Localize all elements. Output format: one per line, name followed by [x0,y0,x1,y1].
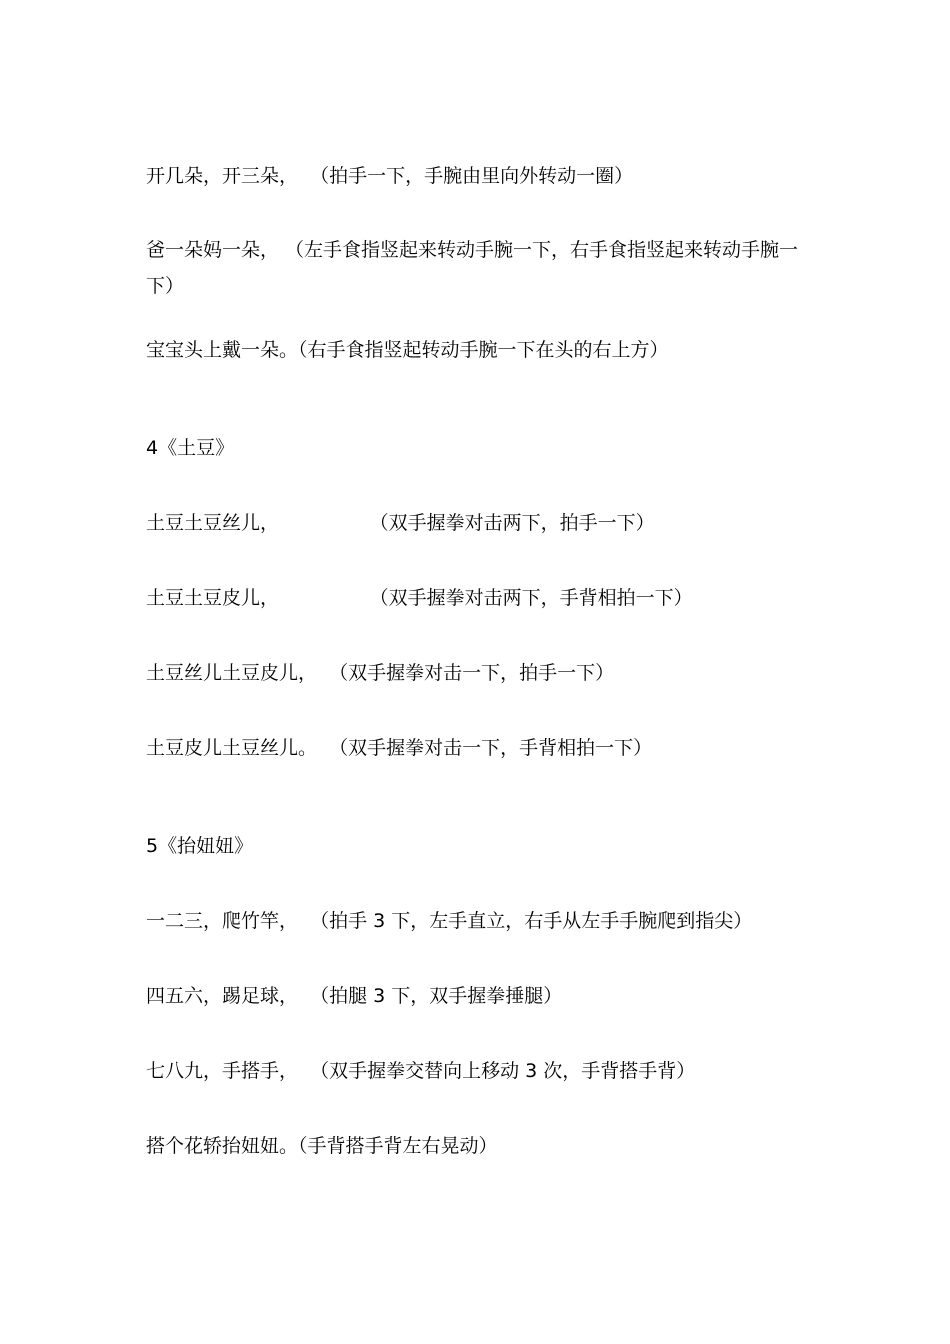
text-line-10: 七八九，手搭手， （双手握拳交替向上移动 3 次，手背搭手背） [146,1060,696,1082]
text-line-8: 一二三，爬竹竿， （拍手 3 下，左手直立，右手从左手手腕爬到指尖） [146,910,753,932]
text-line-5: 土豆土豆皮儿， （双手握拳对击两下，手背相拍一下） [146,587,693,609]
text-line-1: 开几朵，开三朵， （拍手一下，手腕由里向外转动一圈） [146,165,634,187]
section-heading-tainiuniu: 5《抬妞妞》 [146,835,254,857]
text-line-7: 土豆皮儿土豆丝儿。 （双手握拳对击一下，手背相拍一下） [146,737,653,759]
text-line-3: 宝宝头上戴一朵。（右手食指竖起转动手腕一下在头的右上方） [146,339,669,361]
section-heading-tudou: 4《土豆》 [146,437,235,459]
text-line-6: 土豆丝儿土豆皮儿， （双手握拳对击一下，拍手一下） [146,662,615,684]
text-line-9: 四五六，踢足球， （拍腿 3 下，双手握拳捶腿） [146,985,563,1007]
text-line-2: 爸一朵妈一朵， （左手食指竖起来转动手腕一下，右手食指竖起来转动手腕一下） [146,239,799,297]
text-line-4: 土豆土豆丝儿， （双手握拳对击两下，拍手一下） [146,512,655,534]
text-line-11: 搭个花轿抬妞妞。（手背搭手背左右晃动） [146,1135,498,1157]
